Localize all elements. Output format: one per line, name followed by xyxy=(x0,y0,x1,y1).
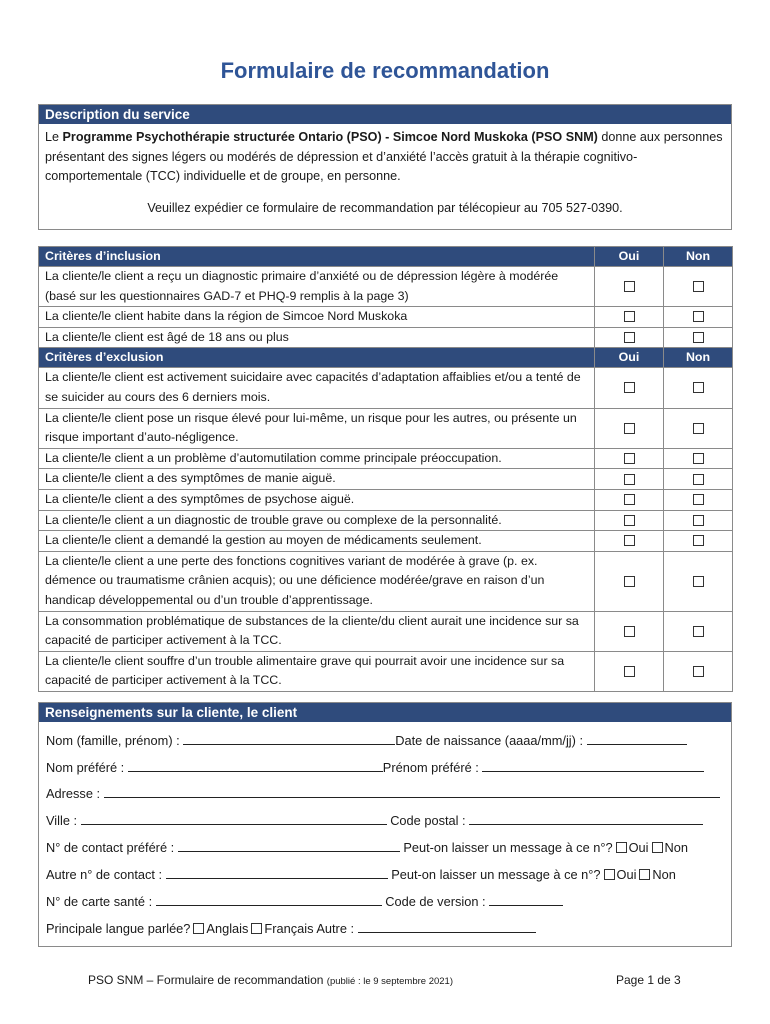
yes-checkbox[interactable] xyxy=(624,382,635,393)
criterion-text: La cliente/le client a une perte des fonctions cognitives variant de modérée à grave (p. ex. démence ou traumatisme crânien acquis); ou une déficience modérée/grave en raison d’un handicap développemental ou d’un trouble d’apprentissage. xyxy=(39,551,595,611)
address-field[interactable] xyxy=(104,784,720,798)
section-header: Description du service xyxy=(39,105,731,124)
preferred-name-label: Nom préféré : xyxy=(46,760,125,775)
version-code-label: Code de version : xyxy=(385,894,486,909)
no-checkbox[interactable] xyxy=(693,382,704,393)
inclusion-criterion-row xyxy=(39,327,733,348)
city-postal-row xyxy=(46,811,703,828)
no-cell xyxy=(664,489,733,510)
criterion-text: La cliente/le client est âgé de 18 ans ou plus xyxy=(39,327,595,348)
criteria-header-label: Critères d’exclusion xyxy=(39,348,595,368)
no-cell xyxy=(664,551,733,611)
no-cell xyxy=(664,307,733,328)
criterion-text: La cliente/le client est activement suicidaire avec capacités d’adaptation affaiblies et/ou a tenté de se suicider au cours des 6 derniers mois. xyxy=(39,368,595,408)
yes-cell xyxy=(595,531,664,552)
preferred-name-field[interactable] xyxy=(128,758,383,772)
yes-cell xyxy=(595,327,664,348)
no-checkbox[interactable] xyxy=(693,332,704,343)
other-language-label: Autre : xyxy=(316,921,355,936)
exclusion-criterion-row xyxy=(39,469,733,490)
postal-code-label: Code postal : xyxy=(390,813,466,828)
service-description-section xyxy=(38,104,732,230)
yes-cell xyxy=(595,611,664,651)
no-checkbox[interactable] xyxy=(693,423,704,434)
name-field[interactable] xyxy=(183,731,395,745)
message-yes-checkbox[interactable] xyxy=(616,842,627,853)
criterion-text: La cliente/le client a des symptômes de psychose aiguë. xyxy=(39,489,595,510)
criterion-text: La cliente/le client a demandé la gestion au moyen de médicaments seulement. xyxy=(39,531,595,552)
message-no-checkbox[interactable] xyxy=(652,842,663,853)
exclusion-criterion-row xyxy=(39,510,733,531)
french-checkbox[interactable] xyxy=(251,923,262,934)
dob-field[interactable] xyxy=(587,731,687,745)
preferred-first-name-field[interactable] xyxy=(482,758,704,772)
page-number: Page 1 de 3 xyxy=(616,973,681,987)
criterion-text: La cliente/le client pose un risque élevé pour lui-même, un risque pour les autres, ou présente un risque important d’auto-négligence. xyxy=(39,408,595,448)
no-cell xyxy=(664,267,733,307)
exclusion-criterion-row xyxy=(39,448,733,469)
no-checkbox[interactable] xyxy=(693,515,704,526)
contact-row: N° de contact préféré : Peut-on laisser un message à ce n°? Oui Non xyxy=(46,840,688,855)
exclusion-criterion-row xyxy=(39,489,733,510)
criteria-header-label: Critères d’inclusion xyxy=(39,247,595,267)
exclusion-header-row xyxy=(39,348,733,368)
yes-checkbox[interactable] xyxy=(624,423,635,434)
inclusion-criterion-row xyxy=(39,307,733,328)
no-checkbox[interactable] xyxy=(693,311,704,322)
no-column-header: Non xyxy=(664,247,733,267)
yes-cell xyxy=(595,307,664,328)
no-column-header: Non xyxy=(664,348,733,368)
no-cell xyxy=(664,327,733,348)
inclusion-criterion-row xyxy=(39,267,733,307)
yes-checkbox[interactable] xyxy=(624,453,635,464)
yes-checkbox[interactable] xyxy=(624,666,635,677)
exclusion-criterion-row xyxy=(39,368,733,408)
yes-cell xyxy=(595,368,664,408)
no-cell xyxy=(664,368,733,408)
service-description-text: Le Programme Psychothérapie structurée Ontario (PSO) - Simcoe Nord Muskoka (PSO SNM) donne aux personnes présentant des signes légers ou modérés de dépression et d’anxiété l’accès gratuit à la thérapie cognitivo-comportementale (TCC) individuelle et de groupe, en personne. xyxy=(45,130,723,183)
message-no-checkbox-2[interactable] xyxy=(639,869,650,880)
no-cell xyxy=(664,408,733,448)
city-field[interactable] xyxy=(81,811,387,825)
other-contact-field[interactable] xyxy=(166,865,388,879)
yes-checkbox[interactable] xyxy=(624,474,635,485)
message-yes-checkbox-2[interactable] xyxy=(604,869,615,880)
other-contact-label: Autre n° de contact : xyxy=(46,867,163,882)
yes-checkbox[interactable] xyxy=(624,494,635,505)
criterion-text: La cliente/le client habite dans la région de Simcoe Nord Muskoka xyxy=(39,307,595,328)
criterion-text: La cliente/le client a un problème d’automutilation comme principale préoccupation. xyxy=(39,448,595,469)
criterion-text: La cliente/le client a des symptômes de manie aiguë. xyxy=(39,469,595,490)
exclusion-criterion-row xyxy=(39,408,733,448)
message-question: Peut-on laisser un message à ce n°? xyxy=(403,840,613,855)
other-contact-row: Autre n° de contact : Peut-on laisser un message à ce n°? Oui Non xyxy=(46,867,676,882)
message-question-2: Peut-on laisser un message à ce n°? xyxy=(391,867,601,882)
preferred-contact-label: N° de contact préféré : xyxy=(46,840,175,855)
no-cell xyxy=(664,469,733,490)
no-checkbox[interactable] xyxy=(693,535,704,546)
health-card-label: N° de carte santé : xyxy=(46,894,153,909)
version-code-field[interactable] xyxy=(489,892,563,906)
yes-cell xyxy=(595,510,664,531)
language-label: Principale langue parlée? xyxy=(46,921,191,936)
name-dob-row xyxy=(46,731,687,748)
yes-checkbox[interactable] xyxy=(624,281,635,292)
footer-title: PSO SNM – Formulaire de recommandation (publié : le 9 septembre 2021) xyxy=(88,973,453,987)
no-cell xyxy=(664,531,733,552)
address-row xyxy=(46,784,720,801)
address-label: Adresse : xyxy=(46,786,101,801)
city-label: Ville : xyxy=(46,813,78,828)
yes-column-header: Oui xyxy=(595,247,664,267)
preferred-first-name-label: Prénom préféré : xyxy=(382,760,479,775)
yes-checkbox[interactable] xyxy=(624,515,635,526)
yes-cell xyxy=(595,651,664,691)
preferred-name-row xyxy=(46,758,704,775)
exclusion-criterion-row xyxy=(39,551,733,611)
health-card-row xyxy=(46,892,563,909)
yes-cell xyxy=(595,408,664,448)
yes-checkbox[interactable] xyxy=(624,311,635,322)
yes-cell xyxy=(595,267,664,307)
yes-column-header: Oui xyxy=(595,348,664,368)
yes-cell xyxy=(595,448,664,469)
language-row: Principale langue parlée? Anglais Français Autre : xyxy=(46,919,536,936)
inclusion-header-row xyxy=(39,247,733,267)
fax-instruction: Veuillez expédier ce formulaire de recommandation par télécopieur au 705 527-0390. xyxy=(147,200,623,215)
postal-code-field[interactable] xyxy=(469,811,703,825)
yes-cell xyxy=(595,489,664,510)
page-title: Formulaire de recommandation xyxy=(220,58,550,83)
no-checkbox[interactable] xyxy=(693,453,704,464)
preferred-contact-field[interactable] xyxy=(178,838,400,852)
yes-checkbox[interactable] xyxy=(624,332,635,343)
criteria-table xyxy=(38,246,733,692)
yes-checkbox[interactable] xyxy=(624,626,635,637)
no-cell xyxy=(664,651,733,691)
no-checkbox[interactable] xyxy=(693,494,704,505)
criterion-text: La cliente/le client a reçu un diagnostic primaire d’anxiété ou de dépression légère à modérée (basé sur les questionnaires GAD-7 et PHQ-9 remplis à la page 3) xyxy=(39,267,595,307)
yes-checkbox[interactable] xyxy=(624,576,635,587)
criterion-text: La cliente/le client souffre d’un trouble alimentaire grave qui pourrait avoir une incidence sur sa capacité de participer activement à la TCC. xyxy=(39,651,595,691)
section-header: Renseignements sur la cliente, le client xyxy=(39,703,731,722)
english-checkbox[interactable] xyxy=(193,923,204,934)
criteria-section xyxy=(38,246,732,692)
exclusion-criterion-row xyxy=(39,531,733,552)
no-checkbox[interactable] xyxy=(693,474,704,485)
name-label: Nom (famille, prénom) : xyxy=(46,733,180,748)
no-cell xyxy=(664,448,733,469)
criterion-text: La cliente/le client a un diagnostic de trouble grave ou complexe de la personnalité. xyxy=(39,510,595,531)
no-checkbox[interactable] xyxy=(693,281,704,292)
other-language-field[interactable] xyxy=(358,919,536,933)
no-checkbox[interactable] xyxy=(693,666,704,677)
no-cell xyxy=(664,611,733,651)
no-checkbox[interactable] xyxy=(693,576,704,587)
exclusion-criterion-row xyxy=(39,651,733,691)
yes-checkbox[interactable] xyxy=(624,535,635,546)
no-checkbox[interactable] xyxy=(693,626,704,637)
no-cell xyxy=(664,510,733,531)
exclusion-criterion-row xyxy=(39,611,733,651)
yes-cell xyxy=(595,469,664,490)
health-card-field[interactable] xyxy=(156,892,382,906)
criterion-text: La consommation problématique de substances de la cliente/du client aurait une incidence sur sa capacité de participer activement à la TCC. xyxy=(39,611,595,651)
yes-cell xyxy=(595,551,664,611)
program-name: Programme Psychothérapie structurée Ontario (PSO) - Simcoe Nord Muskoka (PSO SNM) xyxy=(62,130,598,144)
published-date: (publié : le 9 septembre 2021) xyxy=(326,976,453,987)
dob-label: Date de naissance (aaaa/mm/jj) : xyxy=(395,733,584,748)
